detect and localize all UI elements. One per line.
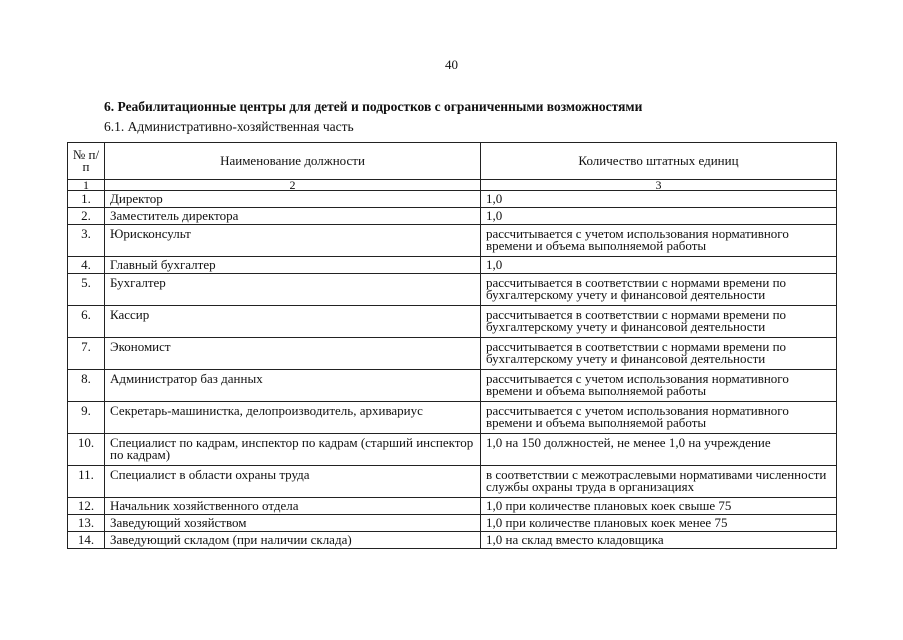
table-header-row <box>68 143 837 180</box>
row-num: 2. <box>68 208 105 225</box>
row-num: 9. <box>68 402 105 434</box>
row-num: 13. <box>68 515 105 532</box>
row-num: 7. <box>68 338 105 370</box>
row-quantity: 1,0 <box>481 208 837 225</box>
row-position: Главный бухгалтер <box>105 257 481 274</box>
row-num: 4. <box>68 257 105 274</box>
index-cell: 2 <box>105 180 481 191</box>
row-num: 11. <box>68 466 105 498</box>
table-row <box>68 338 837 370</box>
row-num: 12. <box>68 498 105 515</box>
subsection-title: 6.1. Административно-хозяйственная часть <box>104 119 354 134</box>
table-index-row <box>68 180 837 191</box>
row-position: Администратор баз данных <box>105 370 481 402</box>
row-position: Начальник хозяйственного отдела <box>105 498 481 515</box>
table-row <box>68 402 837 434</box>
row-position: Экономист <box>105 338 481 370</box>
row-quantity: рассчитывается в соответствии с нормами времени по бухгалтерскому учету и финансовой деятельности <box>481 274 837 306</box>
row-num: 6. <box>68 306 105 338</box>
row-position: Кассир <box>105 306 481 338</box>
row-position: Заведующий хозяйством <box>105 515 481 532</box>
table-row <box>68 208 837 225</box>
row-quantity: рассчитывается в соответствии с нормами времени по бухгалтерскому учету и финансовой деятельности <box>481 338 837 370</box>
row-quantity: 1,0 <box>481 191 837 208</box>
table-row <box>68 515 837 532</box>
row-quantity: 1,0 на склад вместо кладовщика <box>481 532 837 549</box>
row-num: 8. <box>68 370 105 402</box>
row-num: 1. <box>68 191 105 208</box>
row-quantity: 1,0 при количестве плановых коек менее 75 <box>481 515 837 532</box>
row-quantity: 1,0 при количестве плановых коек свыше 75 <box>481 498 837 515</box>
row-quantity: 1,0 <box>481 257 837 274</box>
row-num: 14. <box>68 532 105 549</box>
table-row <box>68 225 837 257</box>
table-row <box>68 257 837 274</box>
table-row <box>68 370 837 402</box>
table-row <box>68 434 837 466</box>
row-quantity: рассчитывается с учетом использования нормативного времени и объема выполняемой работы <box>481 402 837 434</box>
row-quantity: 1,0 на 150 должностей, не менее 1,0 на учреждение <box>481 434 837 466</box>
row-num: 5. <box>68 274 105 306</box>
table-row <box>68 191 837 208</box>
row-position: Бухгалтер <box>105 274 481 306</box>
page-number: 40 <box>445 57 458 72</box>
table-row <box>68 466 837 498</box>
row-position: Специалист в области охраны труда <box>105 466 481 498</box>
header-num: № п/п <box>68 143 105 180</box>
row-position: Специалист по кадрам, инспектор по кадрам (старший инспектор по кадрам) <box>105 434 481 466</box>
table-row <box>68 498 837 515</box>
row-position: Секретарь-машинистка, делопроизводитель, архивариус <box>105 402 481 434</box>
row-num: 3. <box>68 225 105 257</box>
index-cell: 3 <box>481 180 837 191</box>
table-row <box>68 532 837 549</box>
table-row <box>68 274 837 306</box>
row-quantity: рассчитывается с учетом использования нормативного времени и объема выполняемой работы <box>481 225 837 257</box>
row-quantity: рассчитывается с учетом использования нормативного времени и объема выполняемой работы <box>481 370 837 402</box>
row-position: Заведующий складом (при наличии склада) <box>105 532 481 549</box>
row-position: Директор <box>105 191 481 208</box>
section-title: 6. Реабилитационные центры для детей и подростков с ограниченными возможностями <box>104 99 643 114</box>
header-name: Наименование должности <box>105 143 481 180</box>
index-cell: 1 <box>68 180 105 191</box>
row-quantity: в соответствии с межотраслевыми нормативами численности службы охраны труда в организациях <box>481 466 837 498</box>
row-quantity: рассчитывается в соответствии с нормами времени по бухгалтерскому учету и финансовой деятельности <box>481 306 837 338</box>
table-row <box>68 306 837 338</box>
row-position: Юрисконсульт <box>105 225 481 257</box>
row-num: 10. <box>68 434 105 466</box>
staffing-table <box>67 142 837 549</box>
header-qty: Количество штатных единиц <box>481 143 837 180</box>
row-position: Заместитель директора <box>105 208 481 225</box>
